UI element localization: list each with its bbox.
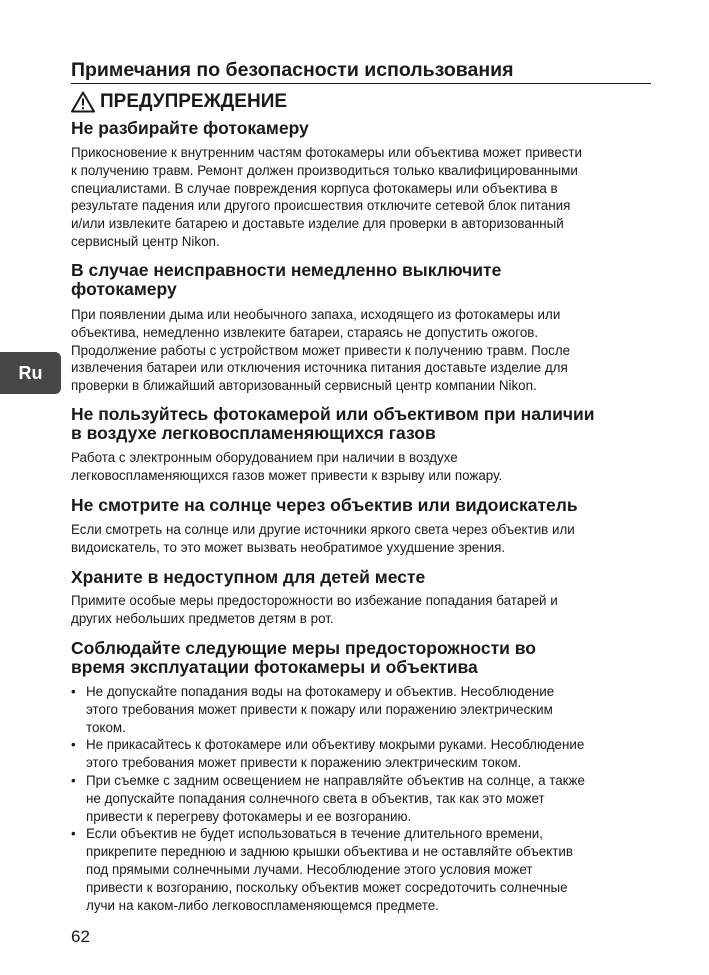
section-heading: Соблюдайте следующие меры предосторожности во время эксплуатации фотокамеры и объектива bbox=[71, 638, 536, 677]
side-language-tab bbox=[0, 352, 61, 394]
page-title: Примечания по безопасности использования bbox=[71, 58, 651, 84]
section-body: Прикосновение к внутренним частям фотокамеры или объектива может привести к получению травм. Ремонт должен производиться только квалифицированными специалистами. В случае повреждения корпуса фотокамеры или объектива в результате падения или другого происшествия отключите сетевой блок питания и/или извлеките батарею и доставьте изделие для проверки в авторизованный сервисный центр Nikon. bbox=[71, 145, 583, 249]
section-body: Примите особые меры предосторожности во избежание попадания батарей и других небольших предметов детям в рот. bbox=[71, 593, 558, 626]
section-body: При появлении дыма или необычного запаха, исходящего из фотокамеры или объектива, немедленно извлеките батареи, стараясь не допустить ожогов. Продолжение работы с устройством может привести к получению травм. После извлечения батареи или отключения источника питания доставьте изделие для проверки в ближайший авторизованный сервисный центр компании Nikon. bbox=[71, 307, 571, 394]
warning-triangle-icon bbox=[71, 91, 95, 113]
section-heading: Не пользуйтесь фотокамерой или объективом при наличии в воздухе легковоспламеняющихся газов bbox=[71, 404, 595, 443]
page-number: 62 bbox=[71, 927, 90, 946]
list-item: • Не прикасайтесь к фотокамере или объективу мокрыми руками. Несоблюдение этого требования может привести к поражению электрическим током. bbox=[71, 736, 656, 772]
list-item: • Не допускайте попадания воды на фотокамеру и объектив. Несоблюдение этого требования может привести к пожару или поражению электрическим током. bbox=[71, 683, 656, 736]
warning-label: ПРЕДУПРЕЖДЕНИЕ bbox=[100, 91, 288, 112]
section-heading: Не смотрите на солнце через объектив или видоискатель bbox=[71, 495, 578, 515]
list-item: • Если объектив не будет использоваться в течение длительного времени, прикрепите переднюю и заднюю крышки объектива и не оставляйте объектив под прямыми солнечными лучами. Несоблюдение этого условия может привести к возгоранию, поскольку объектив может сосредоточить солнечные лучи на каком-либо легковоспламеняющемся предмете. bbox=[71, 825, 656, 914]
warning-heading bbox=[71, 90, 287, 114]
section-heading: В случае неисправности немедленно выключите фотокамеру bbox=[71, 260, 502, 299]
side-tab-label: Ru bbox=[18, 362, 43, 383]
section-body: Если смотреть на солнце или другие источники яркого света через объектив или видоискатель, то это может вызвать необратимое ухудшение зрения. bbox=[71, 522, 575, 555]
section-body: Работа с электронным оборудованием при наличии в воздухе легковоспламеняющихся газов может привести к взрыву или пожару. bbox=[71, 450, 503, 483]
section-heading: Храните в недоступном для детей месте bbox=[71, 567, 426, 587]
list-item: • При съемке с задним освещением не направляйте объектив на солнце, а также не допускайте попадания солнечного света в объектив, так как это может привести к перегреву фотокамеры и ее возгоранию. bbox=[71, 772, 656, 825]
precautions-list bbox=[71, 683, 656, 914]
section-heading: Не разбирайте фотокамеру bbox=[71, 118, 309, 138]
